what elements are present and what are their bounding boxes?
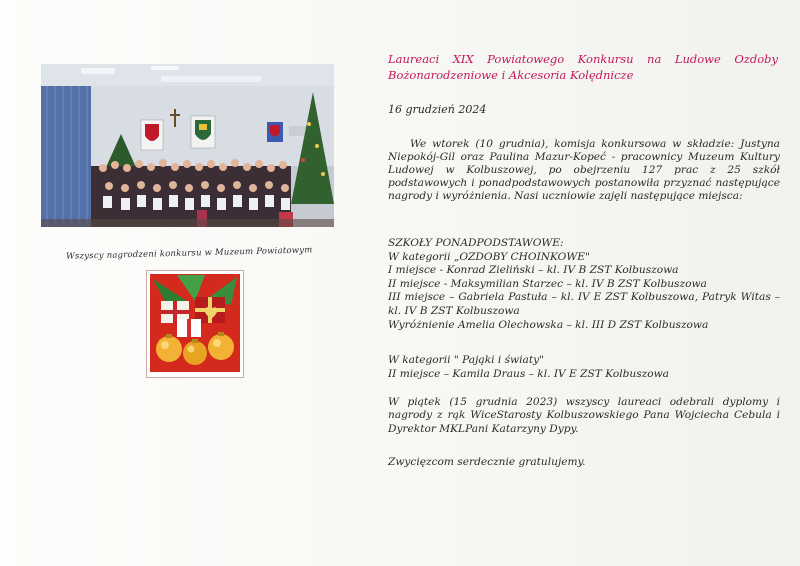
- section-title: SZKOŁY PONADPODSTAWOWE:: [388, 237, 564, 249]
- intro-paragraph: We wtorek (10 grudnia), komisja konkursowa w składzie: Justyna Niepokój-Gil oraz Paulina Mazur-Kopeć - pracownicy Muzeum Kultury Ludowej w Kolbuszowej, po obejrzeniu 127 prac z 25 szkół podstawowych i ponadpodstawowych postanowiła przyznać następujące nagrody i wyróżnienia. Nasi uczniowie zajęli następujące miejsca:: [388, 138, 780, 203]
- group-photo: [41, 64, 334, 227]
- category-label: W kategorii " Pająki i światy": [388, 354, 544, 366]
- category-label: W kategorii „OZDOBY CHOINKOWE": [388, 250, 590, 263]
- christmas-card-image: [146, 270, 244, 378]
- congratulations-text: Zwycięzcom serdecznie gratulujemy.: [388, 456, 586, 468]
- award-item: Wyróżnienie Amelia Olechowska – kl. III D ZST Kolbuszowa: [388, 318, 709, 331]
- award-item: I miejsce - Konrad Zieliński – kl. IV B ZST Kolbuszowa: [388, 264, 679, 277]
- award-item: II miejsce - Maksymilian Starzec – kl. IV B ZST Kolbuszowa: [388, 277, 707, 290]
- photo-caption: Wszyscy nagrodzeni konkursu w Muzeum Powiatowym: [65, 245, 313, 262]
- section-upper-secondary: [388, 237, 780, 332]
- document-date: 16 grudzień 2024: [388, 103, 487, 116]
- closing-paragraph: W piątek (15 grudnia 2023) wszyscy laureaci odebrali dyplomy i nagrody z rąk WiceStarosty Kolbuszowskiego Pana Wojciecha Cebula i Dyrektor MKLPani Katarzyny Dypy.: [388, 396, 780, 435]
- award-item: II miejsce – Kamila Draus – kl. IV E ZST Kolbuszowa: [388, 367, 669, 380]
- section-spiders-category: [388, 354, 780, 381]
- document-heading: Laureaci XIX Powiatowego Konkursu na Ludowe Ozdoby Bożonarodzeniowe i Akcesoria Kolędnicze: [388, 52, 778, 82]
- award-item: III miejsce – Gabriela Pastuła – kl. IV E ZST Kolbuszowa, Patryk Witas – kl. IV B ZST Kolbuszowa: [388, 291, 780, 317]
